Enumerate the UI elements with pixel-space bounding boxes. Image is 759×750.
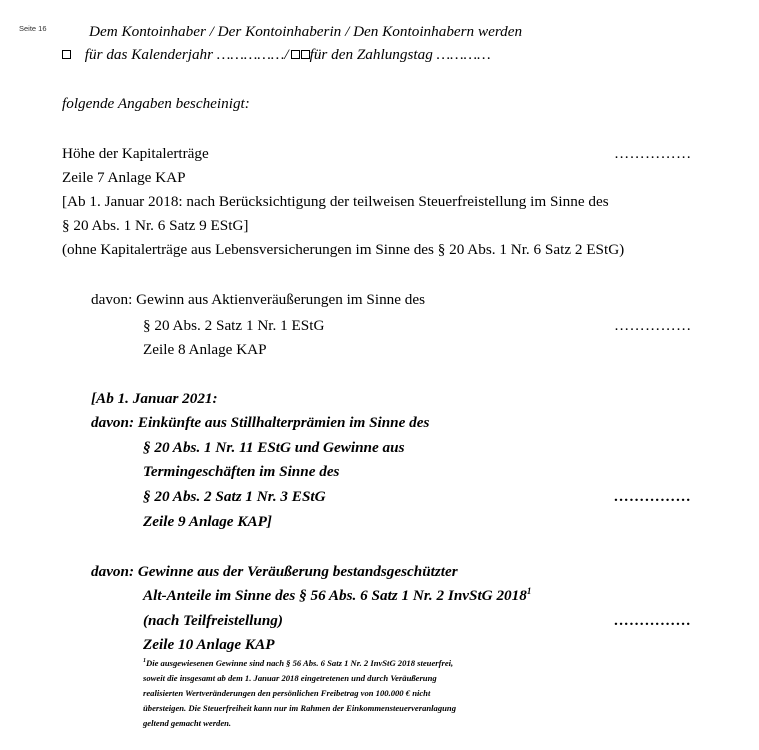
futures-line-ref: Zeile 9 Anlage KAP] <box>143 513 272 530</box>
footnote-line-1 <box>143 659 453 668</box>
legacy-shares-line-ref: Zeile 10 Anlage KAP <box>143 636 275 653</box>
header-recipients: Dem Kontoinhaber / Der Kontoinhaberin / Den Kontoinhabern werden <box>89 23 523 40</box>
option-premiums-law-ref: § 20 Abs. 1 Nr. 11 EStG und Gewinne aus <box>143 439 405 456</box>
calendar-year-label: für das Kalenderjahr ……………/ <box>84 46 289 63</box>
share-sales-label: davon: Gewinn aus Aktienveräußerungen im Sinne des <box>91 291 426 308</box>
futures-value-dots: …………… <box>614 488 692 505</box>
payment-day-label: für den Zahlungstag ………… <box>309 46 491 63</box>
footnote-marker: 1 <box>143 658 146 665</box>
period-options <box>62 47 491 62</box>
placeholder-box-icon <box>301 50 310 59</box>
futures-label: Termingeschäften im Sinne des <box>143 463 340 480</box>
partial-exemption-note: (nach Teilfreistellung) <box>143 612 283 629</box>
capital-income-exclusion: (ohne Kapitalerträge aus Lebensversicherungen im Sinne des § 20 Abs. 1 Nr. 6 Satz 2 EStG) <box>62 241 625 258</box>
legacy-shares-law-text: Alt-Anteile im Sinne des § 56 Abs. 6 Satz 1 Nr. 2 InvStG 2018 <box>143 587 527 604</box>
footnote-line-4: übersteigen. Die Steuerfreiheit kann nur im Rahmen der Einkommensteuerveranlagung <box>143 703 456 713</box>
footnote-text-1: Die ausgewiesenen Gewinne sind nach § 56 Abs. 6 Satz 1 Nr. 2 InvStG 2018 steuerfrei, <box>146 658 454 668</box>
option-premiums-label: davon: Einkünfte aus Stillhalterprämien im Sinne des <box>91 414 430 431</box>
intro-text: folgende Angaben bescheinigt: <box>62 95 250 112</box>
capital-income-label: Höhe der Kapitalerträge <box>62 145 209 162</box>
calendar-year-checkbox[interactable] <box>62 50 71 59</box>
footnote-line-3: realisierten Wertveränderungen den persönlichen Freibetrag von 100.000 € nicht <box>143 688 431 698</box>
payment-day-checkbox[interactable] <box>291 50 300 59</box>
legacy-shares-value-dots: …………… <box>614 612 692 629</box>
capital-income-line-ref: Zeile 7 Anlage KAP <box>62 169 186 186</box>
legacy-shares-law-ref <box>143 585 532 604</box>
share-sales-value-dots: …………… <box>614 317 692 334</box>
share-sales-law-ref: § 20 Abs. 2 Satz 1 Nr. 1 EStG <box>143 317 325 334</box>
futures-law-ref: § 20 Abs. 2 Satz 1 Nr. 3 EStG <box>143 488 326 505</box>
capital-income-value-dots: …………… <box>614 145 692 162</box>
share-sales-line-ref: Zeile 8 Anlage KAP <box>143 341 267 358</box>
footnote-line-5: geltend gemacht werden. <box>143 718 232 728</box>
footnote-line-2: soweit die insgesamt ab dem 1. Januar 2018 eingetretenen und durch Veräußerung <box>143 673 437 683</box>
capital-income-note-1: [Ab 1. Januar 2018: nach Berücksichtigung der teilweisen Steuerfreistellung im Sinne des <box>62 193 609 210</box>
from-2021-heading: [Ab 1. Januar 2021: <box>91 390 218 407</box>
capital-income-note-2: § 20 Abs. 1 Nr. 6 Satz 9 EStG] <box>62 217 249 234</box>
page-number: Seite 16 <box>19 24 47 33</box>
legacy-shares-label: davon: Gewinne aus der Veräußerung bestandsgeschützter <box>91 563 458 580</box>
footnote-reference: 1 <box>526 585 532 596</box>
